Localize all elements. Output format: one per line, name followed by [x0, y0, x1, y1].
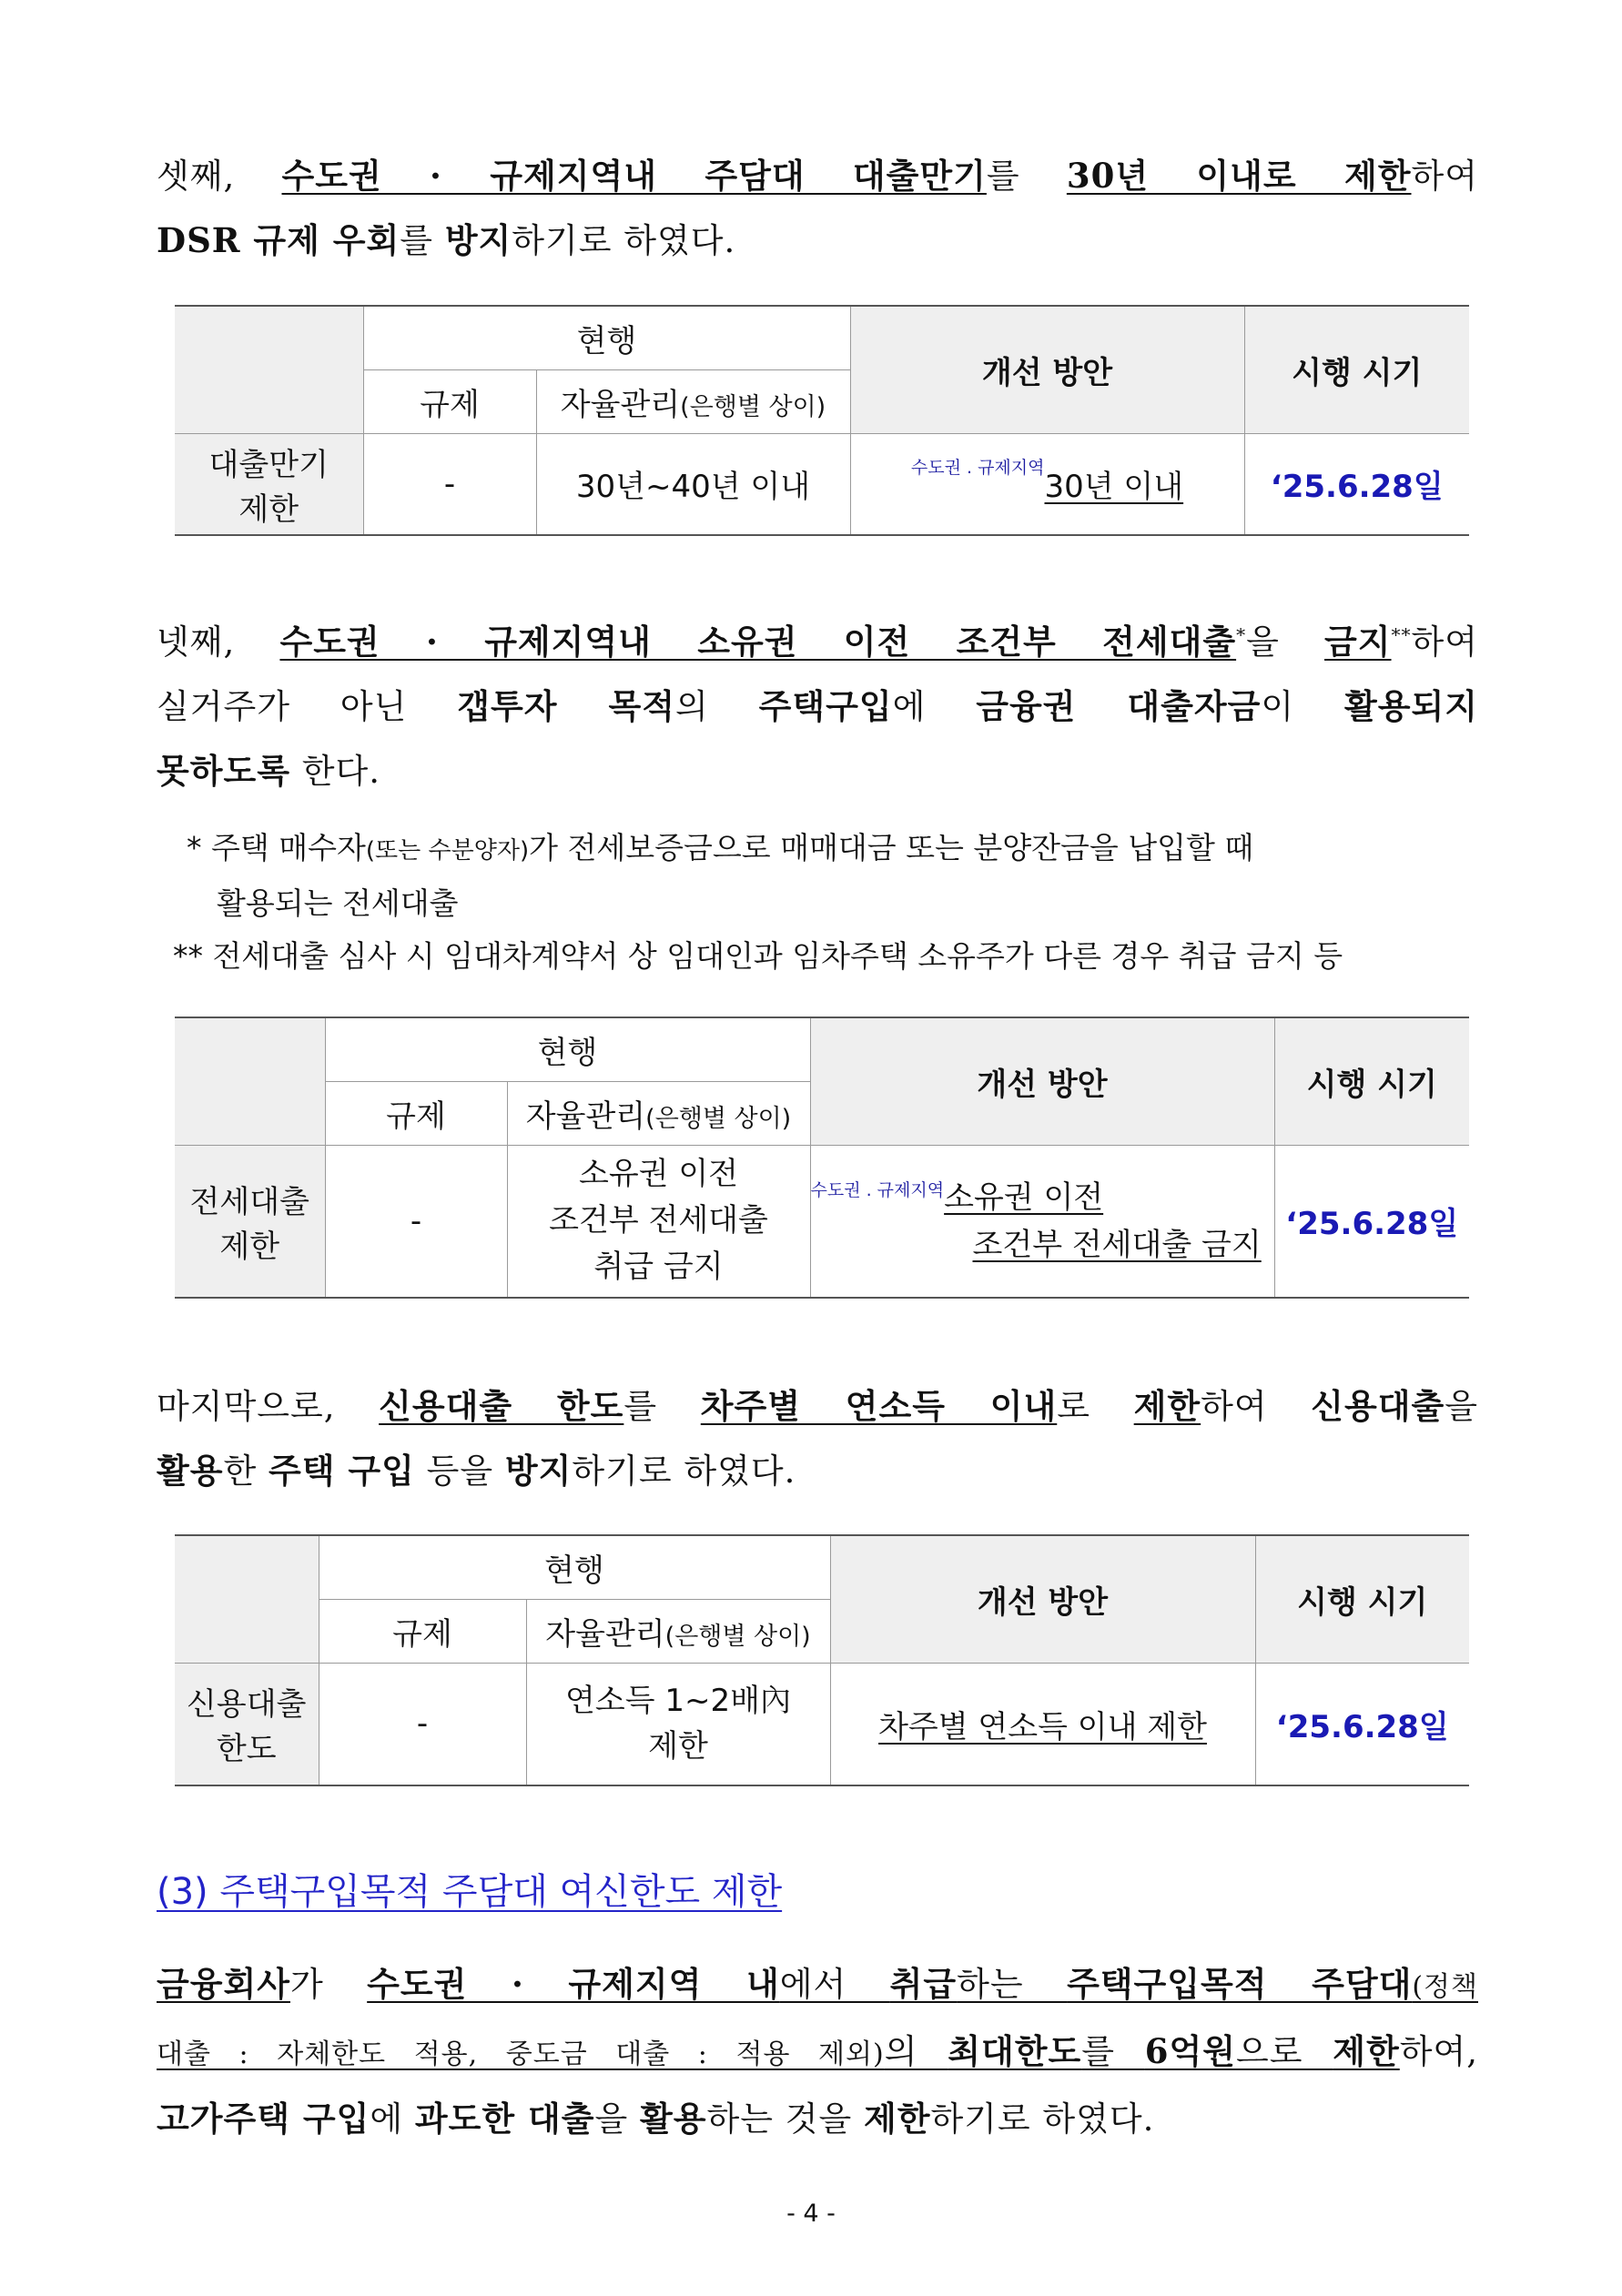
- emphasis-text: 수도권 · 규제지역내 주담대 대출만기: [281, 156, 987, 196]
- text: 넷째,: [157, 622, 280, 662]
- text: (은행별 상이): [680, 392, 826, 421]
- text: 전세대출: [189, 1183, 309, 1220]
- paragraph-line: [157, 674, 1478, 739]
- emphasis-text: 못하도록: [157, 751, 290, 791]
- text: 에: [370, 2099, 415, 2139]
- emphasis-text: 최대한도: [948, 2031, 1082, 2071]
- text: 제한: [238, 491, 299, 528]
- header-regulation: 규제: [319, 1599, 526, 1663]
- emphasis-text: 활용: [639, 2099, 707, 2139]
- header-when: 시행 시기: [1274, 1017, 1469, 1145]
- cell-regulation: -: [319, 1663, 526, 1785]
- emphasis-text: 주택구입: [758, 686, 893, 726]
- header-regulation: 규제: [325, 1081, 507, 1145]
- emphasis-text: 취급: [889, 1964, 958, 2004]
- emphasis-text: DSR 규제 우회: [157, 220, 400, 260]
- text: 자율관리: [545, 1615, 665, 1653]
- region-tag: 수도권 . 규제지역: [910, 458, 1045, 479]
- text: 에: [892, 687, 977, 726]
- emphasis-text: 6억원: [1144, 2031, 1236, 2071]
- text: (또는 수분양자): [365, 837, 530, 865]
- text: 가 전세보증금으로 매매대금 또는 분양잔금을 납입할 때: [529, 830, 1254, 865]
- paragraph-third: [157, 144, 1478, 273]
- header-self-management: [536, 369, 850, 433]
- paragraph-line: [157, 2019, 1478, 2087]
- plan-text: 소유권 이전: [944, 1178, 1104, 1216]
- cell-plan: [850, 433, 1244, 535]
- text: 을: [1246, 622, 1325, 662]
- emphasis-text: 방지: [504, 1451, 573, 1491]
- footnote-mark: **: [1391, 623, 1412, 646]
- header-self-management: [526, 1599, 830, 1663]
- footnote-1-cont: 활용되는 전세대출: [217, 885, 459, 921]
- emphasis-text: 과도한 대출: [414, 2099, 595, 2139]
- text: 자율관리: [560, 386, 681, 423]
- row-label: [175, 433, 363, 535]
- emphasis-text: 갭투자 목적: [457, 686, 675, 726]
- emphasis-text: 금융회사: [157, 1964, 290, 2004]
- text: 소유권 이전: [578, 1156, 739, 1193]
- table-jeonse-loan: [175, 1017, 1469, 1299]
- text: 를: [1081, 2032, 1145, 2071]
- emphasis-text: 활용: [157, 1451, 224, 1491]
- table-corner-cell: [175, 306, 363, 433]
- header-plan: 개선 방안: [850, 306, 1244, 433]
- table-loan-maturity: [175, 305, 1469, 536]
- emphasis-text: 제한: [1333, 2031, 1400, 2071]
- text: 하여,: [1399, 2032, 1478, 2071]
- row-label: [175, 1663, 319, 1785]
- text: 신용대출: [187, 1686, 307, 1724]
- table-credit-loan: [175, 1534, 1469, 1786]
- header-self-management: [507, 1081, 810, 1145]
- cell-regulation: -: [363, 433, 536, 535]
- text: 에서: [779, 1965, 890, 2004]
- text: 가: [289, 1965, 368, 2004]
- text: 제한: [219, 1228, 280, 1265]
- text: 로: [1057, 1387, 1134, 1426]
- text: 대출 : 자체한도 적용, 중도금 대출 : 적용 제외): [157, 2038, 885, 2070]
- emphasis-text: 신용대출 한도: [379, 1386, 624, 1426]
- text: 의: [674, 687, 759, 726]
- header-regulation: 규제: [363, 369, 536, 433]
- emphasis-text: 30년 이내로 제한: [1066, 156, 1412, 196]
- paragraph-line: [157, 208, 1478, 273]
- text: (은행별 상이): [645, 1104, 792, 1133]
- text: 을: [1445, 1387, 1478, 1426]
- emphasis-text: 고가주택 구입: [157, 2099, 370, 2139]
- paragraph-line: [157, 739, 1478, 804]
- text: 으로: [1235, 2032, 1333, 2071]
- text: 연소득 1~2배內: [565, 1683, 791, 1720]
- page-number: - 4 -: [786, 2200, 836, 2228]
- footnote-mark: *: [1236, 623, 1247, 646]
- text: 을: [594, 2099, 640, 2139]
- table-corner-cell: [175, 1535, 319, 1663]
- footnotes: [173, 822, 1484, 983]
- region-tag: 수도권 . 규제지역: [810, 1179, 945, 1200]
- text: 제한: [648, 1728, 708, 1765]
- text: 하여: [1201, 1387, 1312, 1426]
- emphasis-text: 활용되지: [1344, 686, 1479, 726]
- text: 셋째,: [157, 157, 282, 196]
- footnote-1: [173, 822, 1484, 877]
- section-heading: (3) 주택구입목적 주담대 여신한도 제한: [157, 1871, 783, 1913]
- emphasis-text: 수도권 · 규제지역 내: [367, 1964, 780, 2004]
- emphasis-text: 신용대출: [1311, 1386, 1445, 1426]
- paragraph-line: [157, 144, 1478, 208]
- paragraph-line: [157, 2087, 1478, 2151]
- text: 한도: [216, 1731, 277, 1768]
- text: 를: [623, 1387, 701, 1426]
- header-plan: 개선 방안: [810, 1017, 1274, 1145]
- header-when: 시행 시기: [1255, 1535, 1469, 1663]
- text: 조건부 전세대출: [549, 1202, 768, 1239]
- text: 하는 것을: [706, 2099, 864, 2139]
- cell-self-management: 30년~40년 이내: [536, 433, 850, 535]
- text: 한: [223, 1451, 269, 1491]
- header-plan: 개선 방안: [830, 1535, 1255, 1663]
- cell-plan: [830, 1663, 1255, 1785]
- text: 자율관리: [525, 1097, 646, 1135]
- text: 하기로 하였다.: [512, 221, 736, 260]
- text: 하여: [1411, 622, 1478, 662]
- text: 마지막으로,: [157, 1387, 380, 1426]
- cell-when: ‘25.6.28일: [1274, 1145, 1469, 1298]
- header-when: 시행 시기: [1244, 306, 1469, 433]
- cell-plan: [810, 1145, 1274, 1298]
- cell-self-management: [526, 1663, 830, 1785]
- text: 이: [1261, 687, 1345, 726]
- paragraph-section-3: [157, 1952, 1478, 2151]
- footnote-2: ** 전세대출 심사 시 임대차계약서 상 임대인과 임차주택 소유주가 다른 경우 취급 금지 등: [173, 938, 1343, 974]
- emphasis-text: 제한: [1133, 1386, 1201, 1426]
- paragraph-line: [157, 1374, 1478, 1439]
- text: 를: [986, 157, 1067, 196]
- paragraph-fourth: [157, 610, 1478, 804]
- text: 하여: [1411, 157, 1478, 196]
- paragraph-line: [157, 1439, 1478, 1503]
- paragraph-line: [157, 1952, 1478, 2019]
- table-corner-cell: [175, 1017, 325, 1145]
- plan-text: 30년 이내: [1044, 469, 1184, 506]
- header-current: 현행: [325, 1017, 810, 1081]
- cell-when: ‘25.6.28일: [1244, 433, 1469, 535]
- header-current: 현행: [363, 306, 850, 369]
- text: 실거주가 아닌: [157, 687, 458, 726]
- plan-text: 조건부 전세대출 금지: [972, 1226, 1262, 1263]
- text: (은행별 상이): [664, 1622, 811, 1651]
- text: 하기로 하였다.: [930, 2099, 1155, 2139]
- emphasis-text: 방지: [444, 220, 512, 260]
- text: 를: [400, 221, 445, 260]
- text: 의: [884, 2032, 948, 2071]
- text: * 주택 매수자: [187, 830, 366, 865]
- text: 등을: [414, 1451, 505, 1491]
- emphasis-text: 금융권 대출자금: [976, 686, 1262, 726]
- text: 취급 금지: [593, 1249, 724, 1286]
- text: 대출만기: [208, 446, 329, 483]
- cell-when: ‘25.6.28일: [1255, 1663, 1469, 1785]
- text: 하기로 하였다.: [572, 1451, 796, 1491]
- cell-self-management: [507, 1145, 810, 1298]
- paragraph-last: [157, 1374, 1478, 1503]
- text: (정책: [1412, 1971, 1478, 2003]
- header-current: 현행: [319, 1535, 830, 1599]
- emphasis-text: 주택 구입: [269, 1451, 415, 1491]
- plan-text: 차주별 연소득 이내 제한: [878, 1708, 1207, 1745]
- cell-regulation: -: [325, 1145, 507, 1298]
- emphasis-text: 제한: [863, 2099, 931, 2139]
- emphasis-text: 수도권 · 규제지역내 소유권 이전 조건부 전세대출: [279, 622, 1237, 662]
- text: 하는: [957, 1965, 1068, 2004]
- emphasis-text: 차주별 연소득 이내: [700, 1386, 1058, 1426]
- emphasis-text: 금지: [1324, 622, 1392, 662]
- emphasis-text: 주택구입목적 주담대: [1067, 1964, 1413, 2004]
- text: 한다.: [289, 752, 380, 791]
- paragraph-line: [157, 610, 1478, 674]
- row-label: [175, 1145, 325, 1298]
